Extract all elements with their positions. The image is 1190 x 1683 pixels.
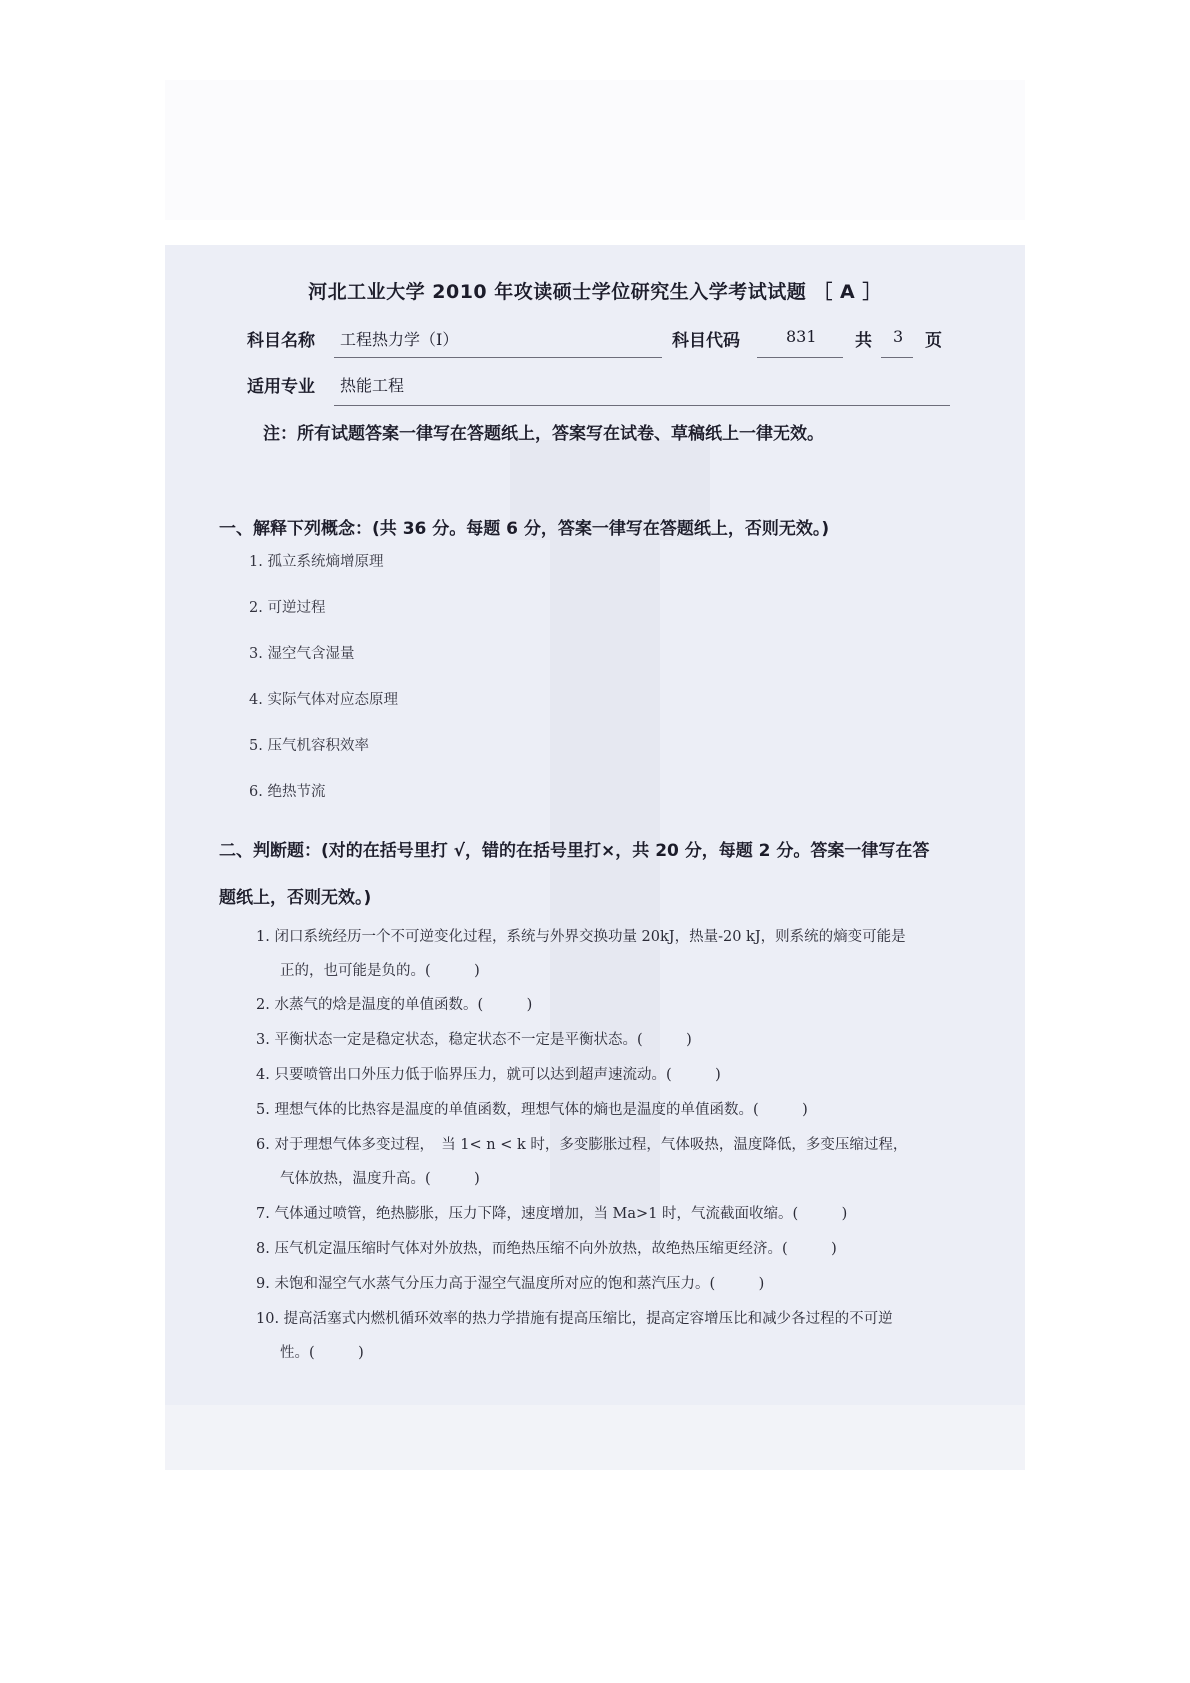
judgement-question: 4. 只要喷管出口外压力低于临界压力，就可以达到超声速流动。( ) [256,1067,721,1083]
scan-top-margin [165,80,1025,220]
major-label: 适用专业 [247,377,315,397]
scan-bottom-band [165,1405,1025,1470]
major-value: 热能工程 [340,376,405,395]
section1-heading: 一、解释下列概念：(共 36 分。每题 6 分，答案一律写在答题纸上，否则无效。) [219,519,830,539]
concept-item: 5. 压气机容积效率 [249,738,369,754]
judgement-question-cont: 性。( ) [280,1345,364,1361]
judgement-question-cont: 气体放热，温度升高。( ) [280,1171,480,1187]
judgement-question: 9. 未饱和湿空气水蒸气分压力高于湿空气温度所对应的饱和蒸汽压力。( ) [256,1276,765,1292]
subject-name-value: 工程热力学（Ⅰ） [340,330,459,349]
subject-code-label: 科目代码 [672,331,740,351]
judgement-question: 3. 平衡状态一定是稳定状态，稳定状态不一定是平衡状态。( ) [256,1032,692,1048]
judgement-question: 8. 压气机定温压缩时气体对外放热，而绝热压缩不向外放热，故绝热压缩更经济。( ) [256,1241,837,1257]
subject-code-value: 831 [786,327,817,346]
section2-heading: 二、判断题：(对的在括号里打 √，错的在括号里打×，共 20 分，每题 2 分。答案一律写在答 [219,841,930,861]
pages-count: 3 [893,327,904,346]
pages-suffix: 页 [925,331,942,351]
exam-note: 注：所有试题答案一律写在答题纸上，答案写在试卷、草稿纸上一律无效。 [263,424,824,444]
subject-code-underline [757,357,843,358]
subject-name-label: 科目名称 [247,331,315,351]
section2-heading-cont: 题纸上，否则无效。) [219,888,372,908]
judgement-question: 7. 气体通过喷管，绝热膨胀，压力下降，速度增加，当 Ma>1 时，气流截面收缩。( ) [256,1206,848,1222]
pages-underline [881,357,913,358]
judgement-question: 5. 理想气体的比热容是温度的单值函数，理想气体的熵也是温度的单值函数。( ) [256,1102,808,1118]
concept-item: 1. 孤立系统熵增原理 [249,554,384,570]
judgement-question: 2. 水蒸气的焓是温度的单值函数。( ) [256,997,533,1013]
concept-item: 6. 绝热节流 [249,784,326,800]
judgement-question: 10. 提高活塞式内燃机循环效率的热力学措施有提高压缩比，提高定容增压比和减少各过程的不可逆 [256,1311,893,1327]
pages-prefix: 共 [855,331,872,351]
concept-item: 4. 实际气体对应态原理 [249,692,398,708]
judgement-question: 6. 对于理想气体多变过程， 当 1< n < k 时，多变膨胀过程，气体吸热，温度降低，多变压缩过程， [256,1137,908,1153]
judgement-question-cont: 正的，也可能是负的。( ) [280,963,480,979]
exam-title: 河北工业大学 2010 年攻读硕士学位研究生入学考试试题 ［ A ］ [308,281,882,303]
judgement-question: 1. 闭口系统经历一个不可逆变化过程，系统与外界交换功量 20kJ，热量-20 kJ，则系统的熵变可能是 [256,929,906,945]
concept-item: 2. 可逆过程 [249,600,326,616]
subject-name-underline [334,357,662,358]
major-underline [334,405,950,406]
concept-item: 3. 湿空气含湿量 [249,646,355,662]
